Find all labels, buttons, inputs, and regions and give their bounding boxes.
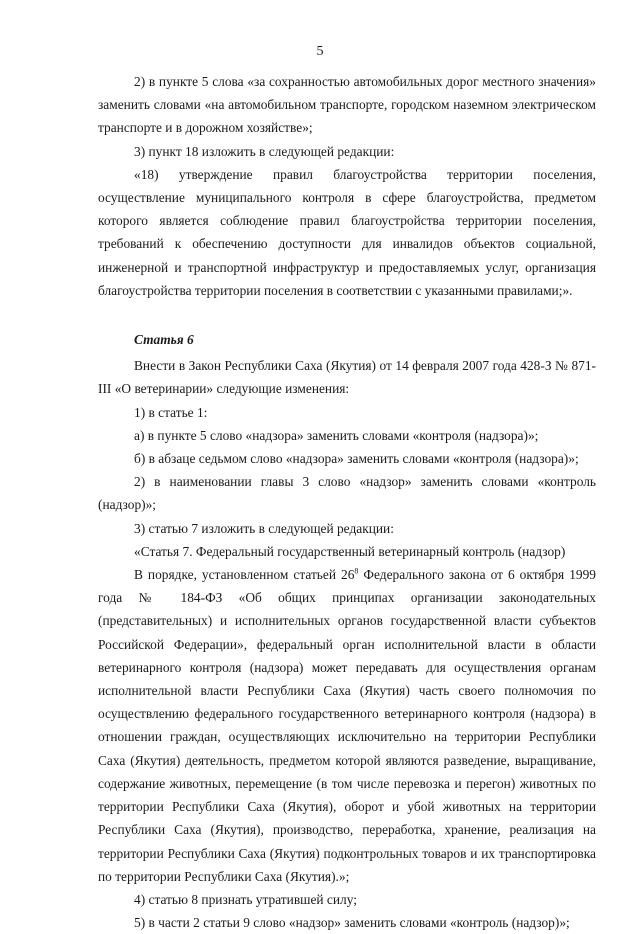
superscript: 8 — [354, 566, 359, 576]
paragraph: «Статья 7. Федеральный государственный ветеринарный контроль (надзор) — [134, 543, 566, 559]
paragraph: 1) в статье 1: — [134, 404, 208, 420]
article-heading: Статья 6 — [134, 332, 194, 348]
paragraph: Внести в Закон Республики Саха (Якутия) от 14 февраля 2007 года 428-З № 871-III «О ветеринарии» следующие изменения: — [98, 358, 596, 397]
paragraph: «18) утверждение правил благоустройства территории поселения, осуществление муниципального контроля в сфере благоустройства, предметом которого является соблюдение правил благоустройства территории поселения, требований к обеспечению доступности для инвалидов объектов социальной, инженерной и транспортной инфраструктур и предоставляемых услуг, организация благоустройства территории поселения в соответствии с указанными правилами;». — [98, 166, 596, 298]
paragraph-text-after: Федерального закона от 6 октября 1999 года № 184-ФЗ «Об общих принципах организации законодательных (представительных) и исполнительных органов государственной власти субъектов Российской Федерации», федеральный орган исполнительной власти в области ветеринарного контроля (надзора) может передавать для осуществления органам исполнительной власти Республики Саха (Якутия) часть своего полномочия по осуществлению федерального государственного ветеринарного контроля (надзора) в отношении граждан, осуществляющих исключительно на территории Республики Саха (Якутия) деятельность, предметом которой являются разведение, выращивание, содержание животных, перемещение (в том числе перевозка и перегон) животных по территории Республики Саха (Якутия), оборот и убой животных на территории Республики Саха (Якутия), производство, переработка, хранение, реализация на территории Республики Саха (Якутия) подконтрольных товаров и их транспортировка по территории Республики Саха (Якутия).»; — [98, 567, 596, 884]
paragraph: 2) в наименовании главы 3 слово «надзор» заменить словами «контроль (надзор)»; — [98, 474, 596, 513]
paragraph — [98, 563, 596, 888]
paragraph: 3) пункт 18 изложить в следующей редакции: — [134, 143, 395, 159]
paragraph-text-before: В порядке, установленном статьей 26 — [134, 567, 355, 583]
paragraph: 3) статью 7 изложить в следующей редакции: — [134, 520, 394, 536]
paragraph: 5) в части 2 статьи 9 слово «надзор» заменить словами «контроль (надзор)»; — [134, 915, 570, 931]
paragraph: а) в пункте 5 слово «надзора» заменить словами «контроля (надзора)»; — [134, 427, 539, 443]
paragraph: 4) статью 8 признать утратившей силу; — [134, 891, 357, 907]
document-body — [98, 70, 596, 934]
paragraph: б) в абзаце седьмом слово «надзора» заменить словами «контроля (надзора)»; — [134, 451, 579, 467]
page-number: 5 — [316, 44, 324, 59]
paragraph: 2) в пункте 5 слова «за сохранностью автомобильных дорог местного значения» заменить словами «на автомобильном транспорте, городском наземном электрическом транспорте и в дорожном хозяйстве»; — [98, 74, 596, 136]
